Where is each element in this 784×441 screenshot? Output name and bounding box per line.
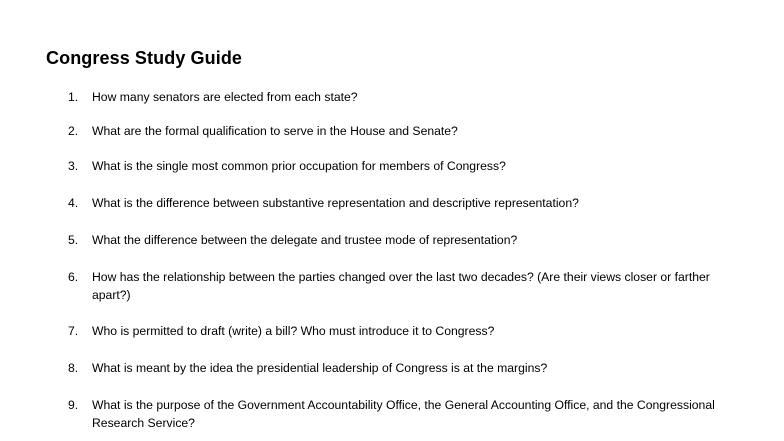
question-text: How many senators are elected from each state? bbox=[92, 90, 358, 104]
question-item bbox=[68, 396, 728, 432]
question-text: What is the difference between substantive representation and descriptive representation? bbox=[92, 196, 579, 210]
question-item bbox=[68, 231, 728, 249]
question-item bbox=[68, 359, 728, 377]
question-number: 6. bbox=[68, 270, 79, 284]
question-number: 1. bbox=[68, 90, 79, 104]
question-number: 4. bbox=[68, 196, 79, 210]
question-text: What is the single most common prior occupation for members of Congress? bbox=[92, 159, 506, 173]
question-item bbox=[68, 157, 728, 175]
question-text: What the difference between the delegate and trustee mode of representation? bbox=[92, 233, 518, 247]
page-title: Congress Study Guide bbox=[46, 48, 243, 68]
question-number: 3. bbox=[68, 159, 79, 173]
question-number: 2. bbox=[68, 124, 79, 138]
question-text: How has the relationship between the parties changed over the last two decades? (Are their views closer or farther apart?) bbox=[92, 270, 710, 302]
question-text: What is meant by the idea the presidential leadership of Congress is at the margins? bbox=[92, 361, 548, 375]
question-item bbox=[68, 122, 728, 140]
question-text: Who is permitted to draft (write) a bill? Who must introduce it to Congress? bbox=[92, 324, 495, 338]
question-item bbox=[68, 268, 728, 304]
question-item bbox=[68, 88, 728, 106]
question-number: 9. bbox=[68, 398, 79, 412]
question-number: 7. bbox=[68, 324, 79, 338]
question-number: 5. bbox=[68, 233, 79, 247]
question-number: 8. bbox=[68, 361, 79, 375]
question-item bbox=[68, 322, 728, 340]
question-text: What are the formal qualification to serve in the House and Senate? bbox=[92, 124, 458, 138]
question-item bbox=[68, 194, 728, 212]
question-text: What is the purpose of the Government Accountability Office, the General Accounting Office, and the Congressional Research Service? bbox=[92, 398, 715, 430]
